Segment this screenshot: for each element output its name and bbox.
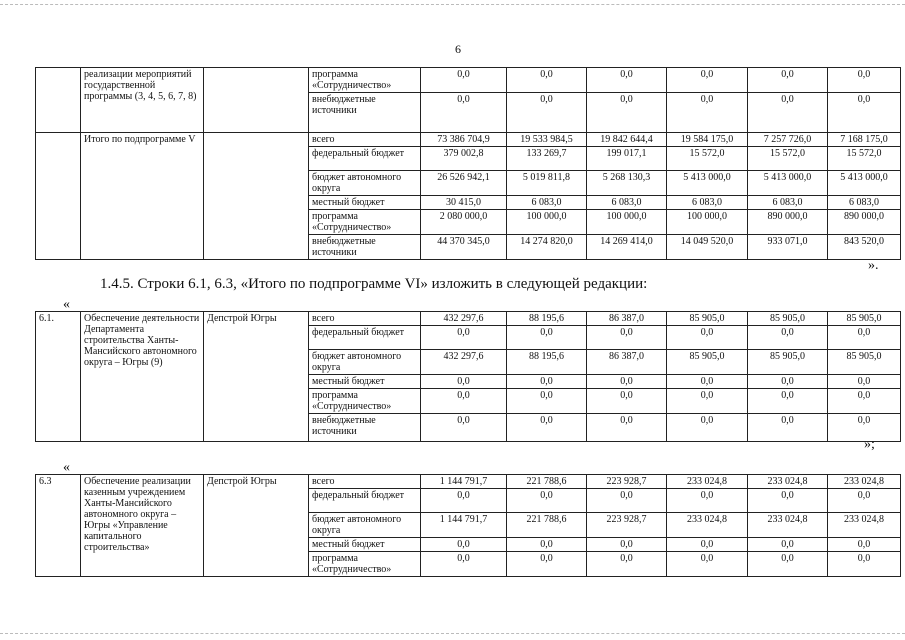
funding-source-cell: внебюджетные источники (309, 93, 421, 133)
value-cell: 0,0 (748, 489, 828, 513)
value-cell: 0,0 (667, 375, 748, 389)
value-cell: 88 195,6 (507, 350, 587, 375)
value-cell: 890 000,0 (748, 210, 828, 235)
value-cell: 19 842 644,4 (587, 133, 667, 147)
value-cell: 0,0 (421, 326, 507, 350)
value-cell: 6 083,0 (748, 196, 828, 210)
value-cell: 1 144 791,7 (421, 475, 507, 489)
value-cell: 0,0 (507, 538, 587, 552)
value-cell: 890 000,0 (828, 210, 901, 235)
value-cell: 0,0 (748, 414, 828, 442)
value-cell: 0,0 (748, 389, 828, 414)
funding-source-cell: программа «Сотрудничество» (309, 68, 421, 93)
value-cell: 0,0 (828, 326, 901, 350)
measure-name-cell: Обеспечение реализации казенным учреждением Ханты-Мансийского автономного округа – Югры «Управление капитального строительства» (81, 475, 204, 577)
value-cell: 85 905,0 (748, 350, 828, 375)
value-cell: 6 083,0 (828, 196, 901, 210)
value-cell: 7 257 726,0 (748, 133, 828, 147)
value-cell: 14 274 820,0 (507, 235, 587, 260)
funding-source-cell: бюджет автономного округа (309, 513, 421, 538)
value-cell: 14 269 414,0 (587, 235, 667, 260)
value-cell: 233 024,8 (748, 513, 828, 538)
value-cell: 0,0 (507, 552, 587, 577)
funding-source-cell: местный бюджет (309, 538, 421, 552)
table-row (36, 475, 901, 489)
funding-source-cell: внебюджетные источники (309, 414, 421, 442)
value-cell: 73 386 704,9 (421, 133, 507, 147)
value-cell: 85 905,0 (667, 350, 748, 375)
value-cell: 5 019 811,8 (507, 171, 587, 196)
value-cell: 19 584 175,0 (667, 133, 748, 147)
value-cell: 44 370 345,0 (421, 235, 507, 260)
value-cell: 5 413 000,0 (667, 171, 748, 196)
closing-quote-2: »; (864, 437, 875, 452)
value-cell: 5 268 130,3 (587, 171, 667, 196)
value-cell: 0,0 (421, 414, 507, 442)
total-label-cell: Итого по подпрограмме V (81, 133, 204, 260)
value-cell: 6 083,0 (507, 196, 587, 210)
value-cell: 0,0 (828, 389, 901, 414)
opening-quote-2: « (63, 460, 70, 475)
funding-source-cell: местный бюджет (309, 375, 421, 389)
table-row (36, 68, 901, 93)
value-cell: 30 415,0 (421, 196, 507, 210)
value-cell: 0,0 (667, 538, 748, 552)
funding-source-cell: программа «Сотрудничество» (309, 210, 421, 235)
row-number-cell: 6.1. (36, 312, 81, 442)
value-cell: 15 572,0 (748, 147, 828, 171)
value-cell: 233 024,8 (748, 475, 828, 489)
value-cell: 432 297,6 (421, 312, 507, 326)
value-cell: 100 000,0 (507, 210, 587, 235)
value-cell: 0,0 (748, 68, 828, 93)
value-cell: 199 017,1 (587, 147, 667, 171)
value-cell: 2 080 000,0 (421, 210, 507, 235)
funding-source-cell: бюджет автономного округа (309, 350, 421, 375)
funding-source-cell: программа «Сотрудничество» (309, 552, 421, 577)
value-cell: 0,0 (421, 552, 507, 577)
value-cell: 0,0 (828, 552, 901, 577)
value-cell: 88 195,6 (507, 312, 587, 326)
funding-source-cell: федеральный бюджет (309, 147, 421, 171)
funding-source-cell: внебюджетные источники (309, 235, 421, 260)
value-cell: 0,0 (587, 68, 667, 93)
row-number-cell: 6.3 (36, 475, 81, 577)
funding-source-cell: всего (309, 133, 421, 147)
value-cell: 19 533 984,5 (507, 133, 587, 147)
funding-source-cell: федеральный бюджет (309, 489, 421, 513)
value-cell: 0,0 (667, 414, 748, 442)
value-cell: 933 071,0 (748, 235, 828, 260)
value-cell: 0,0 (587, 375, 667, 389)
value-cell: 233 024,8 (667, 475, 748, 489)
value-cell: 0,0 (828, 414, 901, 442)
page-number: 6 (455, 42, 461, 56)
value-cell: 0,0 (667, 552, 748, 577)
value-cell: 233 024,8 (828, 513, 901, 538)
executor-cell (204, 133, 309, 260)
value-cell: 85 905,0 (828, 350, 901, 375)
funding-source-cell: программа «Сотрудничество» (309, 389, 421, 414)
table-subprogram-v (35, 67, 901, 260)
scan-top-edge (0, 4, 905, 5)
value-cell: 223 928,7 (587, 475, 667, 489)
closing-quote-1: ». (868, 258, 879, 273)
value-cell: 0,0 (828, 375, 901, 389)
funding-source-cell: всего (309, 475, 421, 489)
value-cell: 0,0 (828, 68, 901, 93)
value-cell: 7 168 175,0 (828, 133, 901, 147)
value-cell: 100 000,0 (587, 210, 667, 235)
funding-source-cell: федеральный бюджет (309, 326, 421, 350)
value-cell: 5 413 000,0 (748, 171, 828, 196)
value-cell: 0,0 (507, 326, 587, 350)
value-cell: 0,0 (507, 68, 587, 93)
value-cell: 0,0 (507, 375, 587, 389)
value-cell: 0,0 (748, 538, 828, 552)
value-cell: 6 083,0 (667, 196, 748, 210)
value-cell: 0,0 (421, 389, 507, 414)
table-row-6-3 (35, 474, 901, 577)
value-cell: 0,0 (667, 326, 748, 350)
value-cell: 0,0 (667, 389, 748, 414)
value-cell: 0,0 (507, 389, 587, 414)
value-cell: 0,0 (748, 552, 828, 577)
row-number-cell (36, 133, 81, 260)
value-cell: 0,0 (587, 489, 667, 513)
measure-name-cell: реализации мероприятий государственной программы (3, 4, 5, 6, 7, 8) (81, 68, 204, 133)
value-cell: 0,0 (507, 489, 587, 513)
value-cell: 86 387,0 (587, 350, 667, 375)
value-cell: 85 905,0 (828, 312, 901, 326)
value-cell: 0,0 (587, 538, 667, 552)
value-cell: 223 928,7 (587, 513, 667, 538)
section-heading: 1.4.5. Строки 6.1, 6.3, «Итого по подпрограмме VI» изложить в следующей редакции: (100, 276, 648, 292)
table-row (36, 312, 901, 326)
value-cell: 0,0 (587, 552, 667, 577)
value-cell: 0,0 (587, 326, 667, 350)
value-cell: 233 024,8 (828, 475, 901, 489)
executor-cell: Депстрой Югры (204, 312, 309, 442)
value-cell: 221 788,6 (507, 513, 587, 538)
measure-name-cell: Обеспечение деятельности Департамента строительства Ханты-Мансийского автономного округа – Югры (9) (81, 312, 204, 442)
value-cell: 0,0 (667, 489, 748, 513)
value-cell: 0,0 (748, 93, 828, 133)
value-cell: 0,0 (421, 375, 507, 389)
value-cell: 133 269,7 (507, 147, 587, 171)
value-cell: 233 024,8 (667, 513, 748, 538)
value-cell: 0,0 (507, 414, 587, 442)
value-cell: 221 788,6 (507, 475, 587, 489)
value-cell: 0,0 (748, 375, 828, 389)
value-cell: 15 572,0 (828, 147, 901, 171)
value-cell: 1 144 791,7 (421, 513, 507, 538)
funding-source-cell: местный бюджет (309, 196, 421, 210)
value-cell: 0,0 (421, 93, 507, 133)
value-cell: 85 905,0 (748, 312, 828, 326)
value-cell: 100 000,0 (667, 210, 748, 235)
table-row (36, 133, 901, 147)
value-cell: 0,0 (667, 68, 748, 93)
value-cell: 0,0 (421, 489, 507, 513)
executor-cell (204, 68, 309, 133)
value-cell: 85 905,0 (667, 312, 748, 326)
row-number-cell (36, 68, 81, 133)
executor-cell: Депстрой Югры (204, 475, 309, 577)
value-cell: 26 526 942,1 (421, 171, 507, 196)
value-cell: 14 049 520,0 (667, 235, 748, 260)
value-cell: 6 083,0 (587, 196, 667, 210)
value-cell: 0,0 (587, 389, 667, 414)
value-cell: 379 002,8 (421, 147, 507, 171)
value-cell: 0,0 (828, 489, 901, 513)
value-cell: 5 413 000,0 (828, 171, 901, 196)
value-cell: 0,0 (421, 68, 507, 93)
value-cell: 86 387,0 (587, 312, 667, 326)
value-cell: 0,0 (748, 326, 828, 350)
value-cell: 0,0 (828, 93, 901, 133)
value-cell: 843 520,0 (828, 235, 901, 260)
scan-bottom-edge (0, 633, 905, 634)
value-cell: 0,0 (587, 93, 667, 133)
table-row-6-1 (35, 311, 901, 442)
opening-quote-1: « (63, 297, 70, 312)
funding-source-cell: бюджет автономного округа (309, 171, 421, 196)
value-cell: 0,0 (507, 93, 587, 133)
funding-source-cell: всего (309, 312, 421, 326)
value-cell: 432 297,6 (421, 350, 507, 375)
value-cell: 0,0 (421, 538, 507, 552)
value-cell: 15 572,0 (667, 147, 748, 171)
value-cell: 0,0 (587, 414, 667, 442)
value-cell: 0,0 (667, 93, 748, 133)
value-cell: 0,0 (828, 538, 901, 552)
